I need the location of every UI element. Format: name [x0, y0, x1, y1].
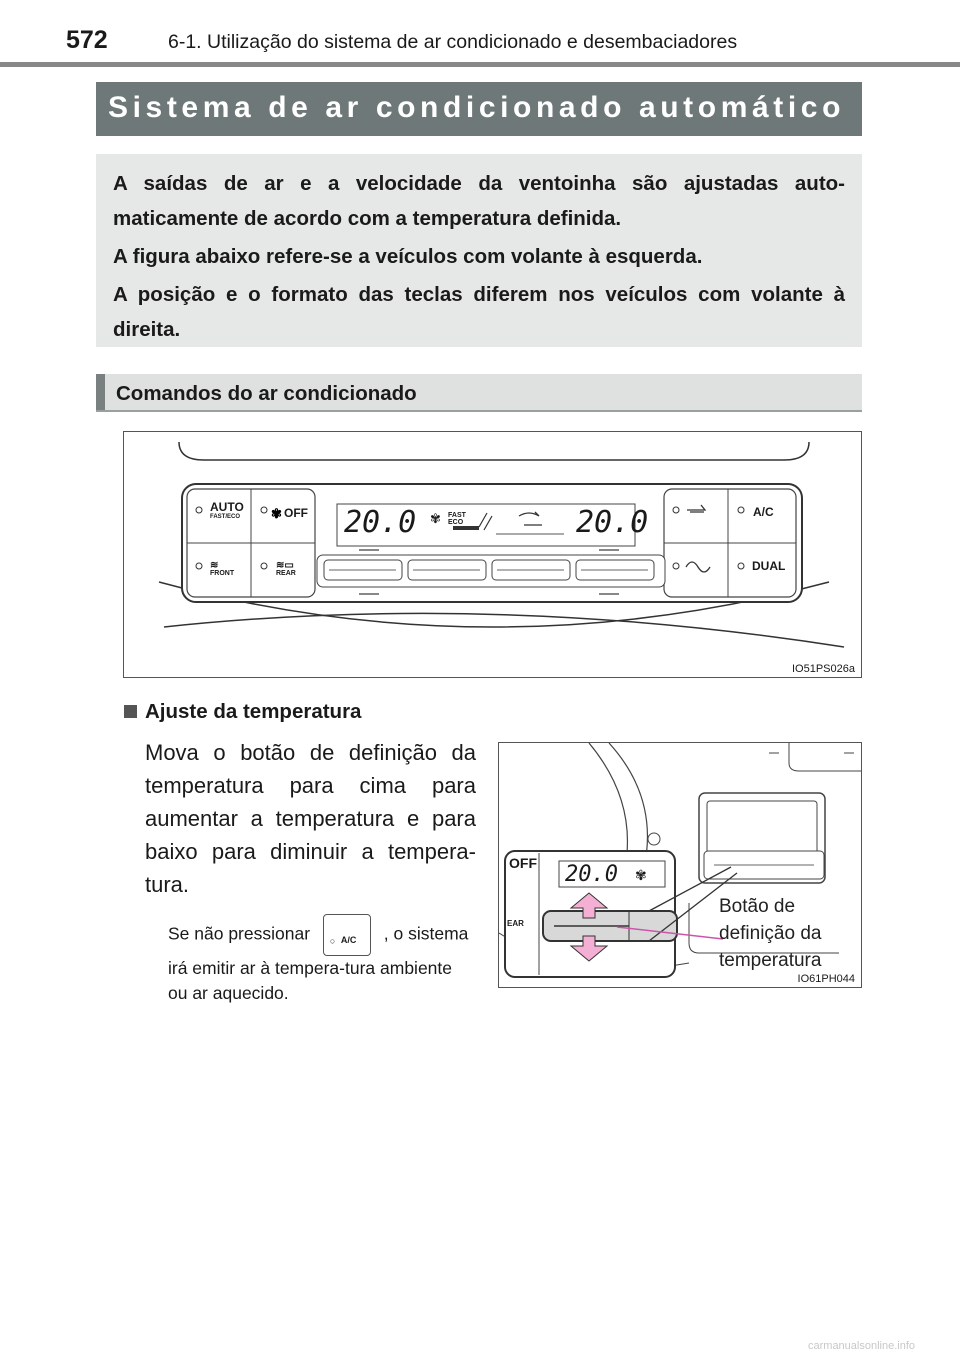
front-label: FRONT [210, 570, 235, 577]
footer-watermark: carmanualsonline.info [808, 1340, 916, 1352]
detail-off-label: OFF [509, 855, 537, 871]
callout-line-2: definição da [719, 923, 822, 944]
intro-paragraph-3: A posição e o formato das teclas diferem nos veículos com volante à direita. [113, 283, 845, 341]
temperature-body [145, 736, 476, 901]
display-eco-label: ECO [448, 519, 464, 526]
control-panel-drawing [124, 432, 861, 677]
temperature-body-text: Mova o botão de definição da temperatura para cima para aumentar a temperatura e para baixo para diminuir a tempera-tura. [145, 740, 476, 897]
intro-box [96, 154, 862, 347]
display-fan-icon: ✾ [430, 511, 441, 526]
temperature-note [168, 914, 476, 1006]
header-rule [0, 62, 960, 67]
display-fast-label: FAST [448, 512, 466, 519]
detail-temperature-display: 20.0 [565, 862, 618, 887]
front-defrost-button[interactable] [210, 562, 234, 577]
auto-button[interactable] [210, 502, 244, 521]
ac-button[interactable] [753, 505, 774, 519]
fast-eco-label: FAST/ECO [210, 514, 241, 520]
temperature-button-callout [719, 893, 821, 974]
temperature-heading [124, 700, 361, 724]
bullet-square-icon [124, 705, 137, 718]
ac-label: A/C [753, 505, 774, 519]
right-temperature-display: 20.0 [576, 505, 649, 540]
subsection-heading: Comandos do ar condicionado [116, 382, 417, 405]
detail-fan-icon: ✾ [635, 867, 647, 883]
auto-label: AUTO [210, 500, 244, 514]
section-title-bar [96, 82, 862, 136]
rear-label: REAR [276, 570, 296, 577]
left-temperature-display: 20.0 [344, 505, 417, 540]
detail-rear-label: EAR [507, 919, 524, 928]
temperature-heading-label: Ajuste da temperatura [145, 700, 362, 723]
subsection-heading-bar [96, 374, 862, 412]
note-text-after: , o sistema irá emitir ar à tempera-tura ambiente ou ar aquecido. [168, 923, 469, 1003]
heading-accent [96, 374, 105, 410]
front-defrost-icon: ≋ [210, 560, 219, 571]
ac-icon-circle: ○ [329, 936, 336, 946]
page-number: 572 [66, 26, 108, 54]
note-text-before: Se não pressionar [168, 923, 311, 944]
rear-defrost-icon: ≋▭ [276, 560, 294, 571]
rear-defrost-button[interactable] [276, 562, 296, 577]
dual-label: DUAL [752, 559, 786, 573]
section-title: Sistema de ar condicionado automático [108, 91, 845, 124]
fan-off-button[interactable] [284, 506, 308, 520]
fan-icon: ✾ [271, 506, 282, 521]
callout-line-3: temperatura [719, 950, 822, 971]
figure-code: IO51PS026a [792, 663, 855, 675]
intro-paragraph-2: A figura abaixo refere-se a veículos com volante à esquerda. [113, 245, 703, 268]
fan-off-label: OFF [284, 506, 308, 520]
temperature-button-figure [498, 742, 862, 988]
ac-icon-label: A/C [340, 935, 357, 945]
ac-button-icon [323, 914, 371, 956]
detail-figure-code: IO61PH044 [797, 973, 855, 985]
control-panel-figure [123, 431, 862, 678]
chapter-title: 6-1. Utilização do sistema de ar condicionado e desembaciadores [168, 31, 738, 53]
callout-line-1: Botão de [719, 896, 796, 917]
dual-button[interactable] [752, 559, 785, 573]
intro-paragraph-1: A saídas de ar e a velocidade da ventoinha são ajustadas auto-maticamente de acordo com a temperatura definida. [113, 172, 845, 230]
display-fast-eco [448, 512, 466, 526]
